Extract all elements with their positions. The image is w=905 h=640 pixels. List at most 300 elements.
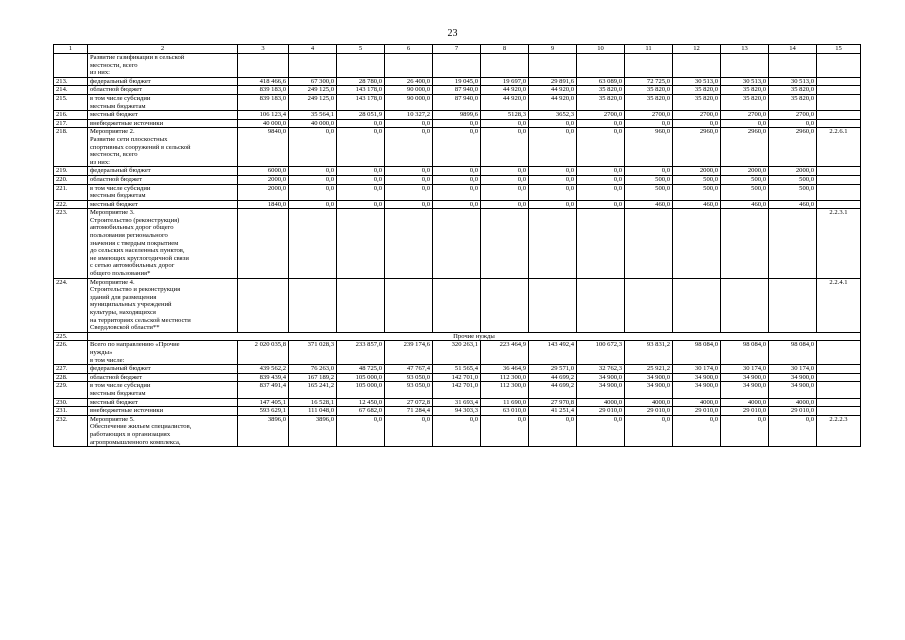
value-cell: 0,0 [481,175,529,184]
value-cell [529,54,577,78]
row-number: 222. [54,200,88,209]
value-cell [385,278,433,332]
value-cell: 72 725,0 [625,77,673,86]
table-row [54,119,861,128]
value-cell: 63 089,0 [577,77,625,86]
value-cell: 35 820,0 [673,86,721,95]
value-cell: 0,0 [673,415,721,446]
value-cell: 29 010,0 [625,407,673,416]
row-label: местный бюджет [88,200,238,209]
value-cell: 0,0 [433,200,481,209]
value-cell: 371 028,3 [289,341,337,365]
value-cell [337,209,385,278]
value-cell: 0,0 [385,415,433,446]
row-label: Всего по направлению «Прочие нужды» в том числе: [88,341,238,365]
value-cell: 0,0 [337,175,385,184]
value-cell: 500,0 [721,175,769,184]
value-cell: 27 072,8 [385,398,433,407]
value-cell: 34 900,0 [625,382,673,398]
value-cell: 0,0 [577,119,625,128]
value-cell: 0,0 [481,200,529,209]
value-cell: 0,0 [433,175,481,184]
value-cell: 106 123,4 [238,111,289,120]
row-number: 229. [54,382,88,398]
value-cell: 0,0 [385,167,433,176]
value-cell: 239 174,6 [385,341,433,365]
row-label: Мероприятие 2. Развитие сети плоскостных спортивных сооружений в сельской местности, всего из них: [88,128,238,167]
row-label: местный бюджет [88,111,238,120]
value-cell: 500,0 [769,184,817,200]
value-cell [238,278,289,332]
value-cell: 30 513,0 [721,77,769,86]
value-cell: 839 439,4 [238,373,289,382]
value-cell: 105 000,0 [337,373,385,382]
row-number: 231. [54,407,88,416]
row-label: местный бюджет [88,398,238,407]
value-cell: 44 920,0 [481,86,529,95]
value-cell: 25 921,2 [625,365,673,374]
value-cell: 0,0 [529,119,577,128]
value-cell [769,209,817,278]
column-header: 3 [238,45,289,54]
value-cell [433,209,481,278]
code-cell [817,407,861,416]
value-cell: 0,0 [481,167,529,176]
code-cell: 2.2.2.3 [817,415,861,446]
value-cell: 2960,0 [721,128,769,167]
value-cell [289,278,337,332]
value-cell: 34 900,0 [577,373,625,382]
value-cell: 98 084,0 [673,341,721,365]
value-cell [238,209,289,278]
value-cell [769,278,817,332]
column-header: 1 [54,45,88,54]
column-header: 13 [721,45,769,54]
value-cell [289,54,337,78]
value-cell: 36 464,9 [481,365,529,374]
value-cell: 34 900,0 [721,382,769,398]
value-cell: 93 050,0 [385,373,433,382]
column-header: 7 [433,45,481,54]
row-label: федеральный бюджет [88,365,238,374]
row-number: 219. [54,167,88,176]
value-cell: 34 900,0 [721,373,769,382]
value-cell: 51 565,4 [433,365,481,374]
value-cell: 16 528,1 [289,398,337,407]
value-cell: 0,0 [625,119,673,128]
value-cell: 2960,0 [673,128,721,167]
value-cell: 32 762,3 [577,365,625,374]
row-number: 214. [54,86,88,95]
value-cell: 0,0 [769,415,817,446]
value-cell: 19 045,0 [433,77,481,86]
value-cell: 29 010,0 [769,407,817,416]
value-cell: 0,0 [289,167,337,176]
value-cell: 0,0 [289,184,337,200]
value-cell: 11 690,0 [481,398,529,407]
value-cell [673,54,721,78]
value-cell: 29 891,6 [529,77,577,86]
value-cell: 3652,3 [529,111,577,120]
value-cell [577,54,625,78]
table-row [54,167,861,176]
column-header: 9 [529,45,577,54]
value-cell: 9840,0 [238,128,289,167]
value-cell: 233 857,0 [337,341,385,365]
value-cell: 0,0 [673,119,721,128]
value-cell: 29 571,0 [529,365,577,374]
value-cell: 2700,0 [625,111,673,120]
value-cell: 30 174,0 [721,365,769,374]
row-label: областной бюджет [88,86,238,95]
column-header: 8 [481,45,529,54]
value-cell: 960,0 [625,128,673,167]
value-cell: 30 174,0 [673,365,721,374]
value-cell: 0,0 [433,128,481,167]
value-cell: 93 831,2 [625,341,673,365]
value-cell: 143 492,4 [529,341,577,365]
code-cell [817,86,861,95]
value-cell: 34 900,0 [625,373,673,382]
value-cell: 0,0 [577,415,625,446]
value-cell [577,209,625,278]
value-cell: 35 820,0 [769,94,817,110]
value-cell [673,278,721,332]
value-cell: 0,0 [289,175,337,184]
code-cell [817,184,861,200]
value-cell: 76 263,0 [289,365,337,374]
row-label: Мероприятие 5. Обеспечение жильем специалистов, работающих в организациях агропромышленного комплекса, [88,415,238,446]
table-row [54,128,861,167]
value-cell [529,278,577,332]
value-cell: 418 466,6 [238,77,289,86]
table-row [54,415,861,446]
value-cell: 460,0 [721,200,769,209]
value-cell: 35 820,0 [625,94,673,110]
row-number [54,54,88,78]
value-cell: 0,0 [529,184,577,200]
table-header-row [54,45,861,54]
value-cell: 67 682,0 [337,407,385,416]
value-cell: 9899,6 [433,111,481,120]
value-cell: 2700,0 [721,111,769,120]
value-cell: 47 767,4 [385,365,433,374]
value-cell: 31 693,4 [433,398,481,407]
value-cell: 98 084,0 [769,341,817,365]
value-cell: 0,0 [337,167,385,176]
page-number: 23 [447,28,458,39]
value-cell: 35 820,0 [721,86,769,95]
value-cell: 500,0 [625,175,673,184]
column-header: 12 [673,45,721,54]
value-cell: 29 010,0 [721,407,769,416]
value-cell: 0,0 [289,200,337,209]
value-cell [481,209,529,278]
value-cell: 593 629,1 [238,407,289,416]
value-cell: 0,0 [433,119,481,128]
row-label: в том числе субсидии местным бюджетам [88,184,238,200]
table-body [54,45,861,447]
value-cell: 839 183,0 [238,94,289,110]
value-cell: 4000,0 [625,398,673,407]
code-cell [817,373,861,382]
row-label: в том числе субсидии местным бюджетам [88,94,238,110]
value-cell: 19 697,0 [481,77,529,86]
value-cell: 87 940,0 [433,94,481,110]
column-header: 4 [289,45,337,54]
row-label: внебюджетные источники [88,119,238,128]
column-header: 10 [577,45,625,54]
value-cell: 2700,0 [577,111,625,120]
table-row [54,407,861,416]
value-cell: 0,0 [529,167,577,176]
value-cell: 35 820,0 [673,94,721,110]
value-cell: 142 701,0 [433,382,481,398]
value-cell: 2000,0 [769,167,817,176]
value-cell: 0,0 [433,184,481,200]
code-cell [817,111,861,120]
column-header: 2 [88,45,238,54]
value-cell [721,54,769,78]
value-cell: 0,0 [481,128,529,167]
code-cell [817,341,861,365]
code-cell: 2.2.6.1 [817,128,861,167]
row-label: Мероприятие 4. Строительство и реконструкция зданий для размещения муниципальных учреждений культуры, находящихся на территориях сельской местности Свердловской области** [88,278,238,332]
value-cell: 143 178,0 [337,86,385,95]
code-cell [817,94,861,110]
table-row [54,184,861,200]
row-number: 226. [54,341,88,365]
code-cell [817,167,861,176]
value-cell: 0,0 [577,167,625,176]
value-cell: 3896,0 [238,415,289,446]
value-cell: 12 450,0 [337,398,385,407]
value-cell: 28 051,9 [337,111,385,120]
code-cell [817,54,861,78]
value-cell: 35 820,0 [577,94,625,110]
table-row [54,341,861,365]
value-cell: 0,0 [337,415,385,446]
section-title: Прочие нужды [88,332,861,341]
column-header: 11 [625,45,673,54]
value-cell: 30 513,0 [769,77,817,86]
value-cell: 0,0 [385,128,433,167]
value-cell: 34 900,0 [769,373,817,382]
value-cell: 40 000,0 [289,119,337,128]
value-cell [577,278,625,332]
value-cell [625,278,673,332]
value-cell: 4000,0 [721,398,769,407]
value-cell: 0,0 [433,415,481,446]
value-cell: 100 672,3 [577,341,625,365]
value-cell: 0,0 [529,128,577,167]
row-number: 220. [54,175,88,184]
value-cell: 34 900,0 [769,382,817,398]
table-row [54,54,861,78]
value-cell: 0,0 [385,119,433,128]
table-row [54,94,861,110]
row-label: областной бюджет [88,175,238,184]
value-cell: 500,0 [769,175,817,184]
value-cell: 2000,0 [673,167,721,176]
value-cell: 41 251,4 [529,407,577,416]
row-number: 215. [54,94,88,110]
code-cell [817,398,861,407]
row-number: 221. [54,184,88,200]
value-cell: 26 400,0 [385,77,433,86]
value-cell: 35 820,0 [721,94,769,110]
row-number: 218. [54,128,88,167]
row-number: 217. [54,119,88,128]
value-cell: 147 405,1 [238,398,289,407]
value-cell: 93 050,0 [385,382,433,398]
value-cell: 28 780,0 [337,77,385,86]
value-cell: 35 564,1 [289,111,337,120]
table-row [54,373,861,382]
value-cell: 500,0 [673,175,721,184]
value-cell: 0,0 [385,184,433,200]
value-cell [385,209,433,278]
value-cell: 167 189,2 [289,373,337,382]
table-row [54,332,861,341]
value-cell: 29 010,0 [673,407,721,416]
column-header: 5 [337,45,385,54]
value-cell [337,54,385,78]
value-cell: 2960,0 [769,128,817,167]
value-cell: 0,0 [721,119,769,128]
value-cell: 87 940,0 [433,86,481,95]
value-cell: 35 820,0 [769,86,817,95]
value-cell: 839 183,0 [238,86,289,95]
column-header: 14 [769,45,817,54]
value-cell: 71 284,4 [385,407,433,416]
value-cell: 2700,0 [769,111,817,120]
value-cell: 90 000,0 [385,94,433,110]
value-cell: 0,0 [481,119,529,128]
code-cell [817,77,861,86]
value-cell: 5128,3 [481,111,529,120]
value-cell: 142 701,0 [433,373,481,382]
value-cell: 320 263,1 [433,341,481,365]
row-label: в том числе субсидии местным бюджетам [88,382,238,398]
value-cell [433,54,481,78]
value-cell: 143 178,0 [337,94,385,110]
value-cell: 44 920,0 [529,94,577,110]
value-cell [289,209,337,278]
value-cell: 34 900,0 [577,382,625,398]
value-cell: 4000,0 [673,398,721,407]
table-row [54,111,861,120]
budget-table [53,44,861,447]
row-number: 223. [54,209,88,278]
value-cell: 0,0 [769,119,817,128]
row-number: 216. [54,111,88,120]
value-cell: 0,0 [625,415,673,446]
value-cell: 2000,0 [238,175,289,184]
row-label: областной бюджет [88,373,238,382]
value-cell [625,54,673,78]
value-cell: 0,0 [577,175,625,184]
value-cell: 0,0 [385,175,433,184]
row-label: федеральный бюджет [88,167,238,176]
table-row [54,86,861,95]
value-cell [481,54,529,78]
row-number: 227. [54,365,88,374]
row-number: 225. [54,332,88,341]
value-cell: 34 900,0 [673,382,721,398]
value-cell: 44 920,0 [481,94,529,110]
table-row [54,77,861,86]
value-cell: 90 000,0 [385,86,433,95]
value-cell [238,54,289,78]
value-cell: 48 725,0 [337,365,385,374]
value-cell: 0,0 [337,128,385,167]
table-row [54,365,861,374]
value-cell: 249 125,0 [289,86,337,95]
value-cell: 0,0 [337,184,385,200]
value-cell: 0,0 [337,119,385,128]
value-cell [481,278,529,332]
value-cell: 29 010,0 [577,407,625,416]
row-label: внебюджетные источники [88,407,238,416]
column-header: 6 [385,45,433,54]
value-cell: 98 084,0 [721,341,769,365]
code-cell [817,382,861,398]
value-cell: 35 820,0 [625,86,673,95]
value-cell: 460,0 [673,200,721,209]
table-row [54,175,861,184]
value-cell: 0,0 [529,200,577,209]
value-cell [529,209,577,278]
table-row [54,398,861,407]
value-cell: 460,0 [769,200,817,209]
table-row [54,382,861,398]
row-label: Развитие газификации в сельской местности, всего из них: [88,54,238,78]
value-cell: 500,0 [625,184,673,200]
value-cell: 0,0 [481,415,529,446]
value-cell: 0,0 [529,415,577,446]
value-cell: 34 900,0 [673,373,721,382]
value-cell: 0,0 [433,167,481,176]
code-cell [817,119,861,128]
value-cell: 30 513,0 [673,77,721,86]
value-cell: 112 300,0 [481,373,529,382]
value-cell: 0,0 [721,415,769,446]
value-cell: 3896,0 [289,415,337,446]
value-cell: 223 464,9 [481,341,529,365]
value-cell: 500,0 [721,184,769,200]
value-cell: 44 699,2 [529,382,577,398]
value-cell: 1840,0 [238,200,289,209]
code-cell [817,175,861,184]
code-cell: 2.2.4.1 [817,278,861,332]
value-cell: 2000,0 [238,184,289,200]
value-cell [337,278,385,332]
row-label: Мероприятие 3. Строительство (реконструкция) автомобильных дорог общего пользования регионального значения с твердым покрытием до сельских населенных пунктов, не имеющих круглогодичной связи с сетью автомобильных дорог общего пользования* [88,209,238,278]
column-header: 15 [817,45,861,54]
value-cell: 439 562,2 [238,365,289,374]
value-cell: 111 048,0 [289,407,337,416]
value-cell: 10 327,2 [385,111,433,120]
value-cell: 30 174,0 [769,365,817,374]
value-cell: 249 125,0 [289,94,337,110]
value-cell: 105 000,0 [337,382,385,398]
row-label: федеральный бюджет [88,77,238,86]
value-cell: 6000,0 [238,167,289,176]
value-cell [721,209,769,278]
value-cell: 0,0 [577,200,625,209]
value-cell [721,278,769,332]
